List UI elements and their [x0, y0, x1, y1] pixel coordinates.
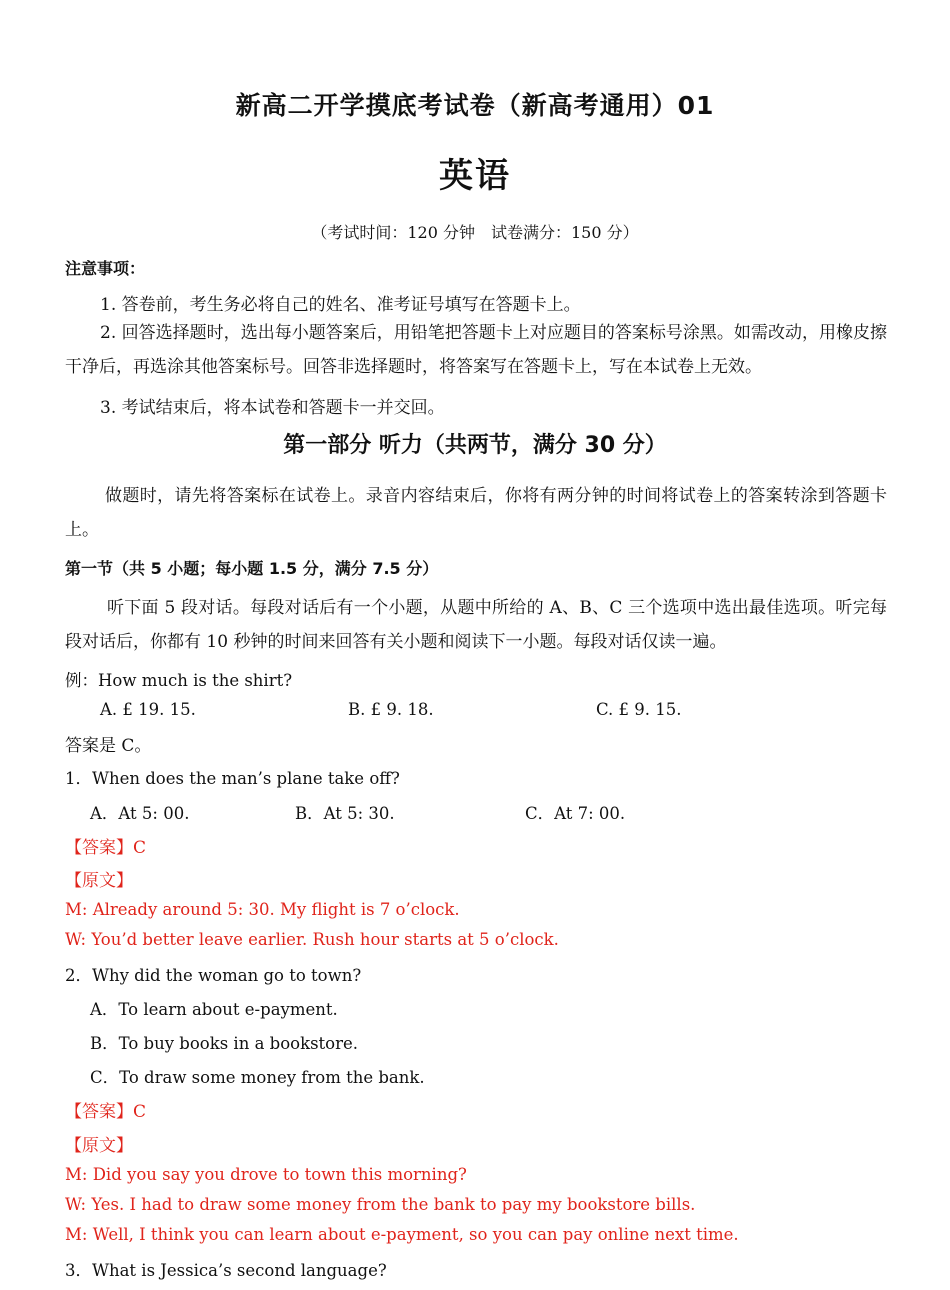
question-2-transcript-line: M: Well, I think you can learn about e-payment, so you can pay online next time. — [65, 1225, 739, 1244]
notice-label: 注意事项： — [65, 259, 146, 278]
section1-title: 第一节（共 5 小题；每小题 1.5 分，满分 7.5 分） — [65, 559, 439, 578]
question-1-transcript-line: W: You’d better leave earlier. Rush hour starts at 5 o’clock. — [65, 930, 559, 949]
example-question: 例：How much is the shirt? — [65, 671, 293, 690]
example-answer: 答案是 C。 — [65, 736, 152, 756]
question-2-stem: 2．Why did the woman go to town? — [65, 966, 362, 985]
section1-instruction: 听下面 5 段对话。每段对话后有一个小题，从题中所给的 A、B、C 三个选项中选出最佳选项。听完每段对话后，你都有 10 秒钟的时间来回答有关小题和阅读下一小题。每段对话仅读一遍。 — [65, 598, 887, 652]
example-option-a: A. £ 19. 15. — [100, 700, 196, 719]
question-2-option-a: A．To learn about e-payment. — [90, 1000, 338, 1019]
part1-instruction: 做题时，请先将答案标在试卷上。录音内容结束后，你将有两分钟的时间将试卷上的答案转涂到答题卡上。 — [65, 486, 887, 540]
example-option-b: B. £ 9. 18. — [348, 700, 434, 719]
question-1-option-c: C．At 7: 00. — [525, 804, 626, 823]
notice-item-3: 3. 考试结束后，将本试卷和答题卡一并交回。 — [100, 398, 445, 418]
question-1-option-b: B．At 5: 30. — [295, 804, 395, 823]
question-2-option-c: C．To draw some money from the bank. — [90, 1068, 425, 1087]
question-1-option-a: A．At 5: 00. — [90, 804, 190, 823]
question-2-answer: 【答案】C — [65, 1102, 147, 1122]
notice-item-1: 1. 答卷前，考生务必将自己的姓名、准考证号填写在答题卡上。 — [100, 295, 581, 315]
question-2-option-b: B．To buy books in a bookstore. — [90, 1034, 359, 1053]
question-2-transcript-line: M: Did you say you drove to town this morning? — [65, 1165, 467, 1184]
question-2-transcript-label: 【原文】 — [65, 1136, 133, 1156]
question-2-transcript-line: W: Yes. I had to draw some money from the bank to pay my bookstore bills. — [65, 1195, 696, 1214]
question-1-transcript-line: M: Already around 5: 30. My flight is 7 o’clock. — [65, 900, 460, 919]
page-title: 新高二开学摸底考试卷（新高考通用）01 — [235, 91, 715, 120]
question-1-transcript-label: 【原文】 — [65, 871, 133, 891]
question-1-stem: 1．When does the man’s plane take off? — [65, 769, 400, 788]
notice-item-2: 2. 回答选择题时，选出每小题答案后，用铅笔把答题卡上对应题目的答案标号涂黑。如需改动，用橡皮擦干净后，再选涂其他答案标号。回答非选择题时，将答案写在答题卡上，写在本试卷上无效。 — [65, 323, 887, 377]
exam-info: （考试时间：120 分钟 试卷满分：150 分） — [311, 223, 639, 242]
part1-title: 第一部分 听力（共两节，满分 30 分） — [283, 433, 667, 458]
subject-title: 英语 — [439, 156, 511, 196]
question-3-stem: 3．What is Jessica’s second language? — [65, 1261, 387, 1280]
example-option-c: C. £ 9. 15. — [596, 700, 682, 719]
question-1-answer: 【答案】C — [65, 838, 147, 858]
